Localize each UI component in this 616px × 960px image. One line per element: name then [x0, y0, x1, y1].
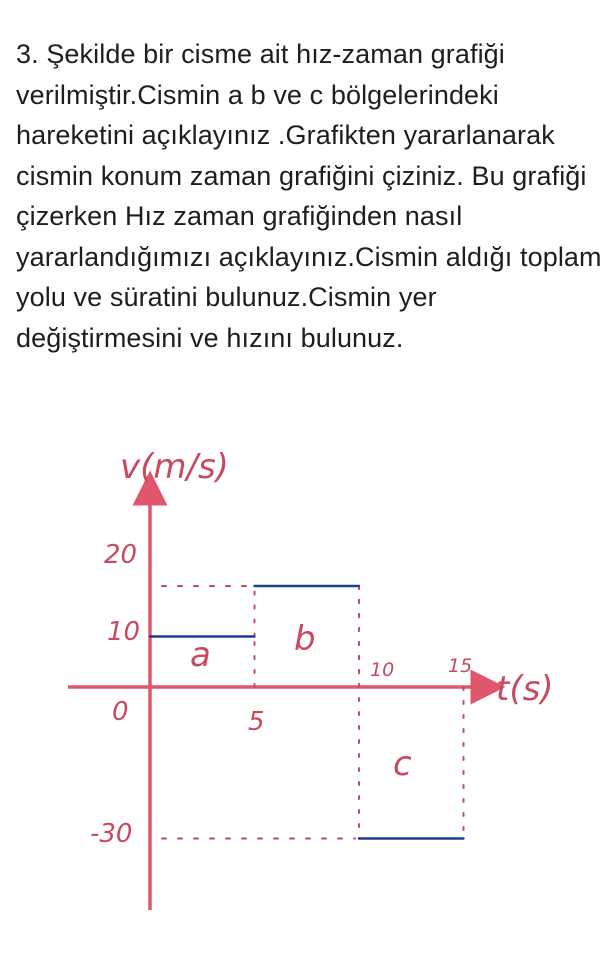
region-label-a: a	[190, 635, 211, 675]
y-tick-0: 0	[112, 697, 129, 727]
x-tick-5: 5	[248, 707, 265, 737]
x-axis-title: t(s)	[496, 669, 554, 709]
region-label-c: c	[393, 744, 412, 784]
y-tick-minus-30: -30	[90, 819, 133, 849]
x-tick-15: 15	[448, 655, 473, 677]
y-axis-title: v(m/s)	[120, 447, 229, 487]
x-tick-10: 10	[370, 659, 395, 681]
region-label-b: b	[294, 619, 316, 659]
y-tick-20: 20	[104, 540, 138, 570]
y-tick-10: 10	[107, 617, 141, 647]
question-text: 3. Şekilde bir cisme ait hız-zaman grafiği verilmiştir.Cismin a b ve c bölgelerindeki hareketini açıklayınız .Grafikten yararlanarak cismin konum zaman grafiğini çiziniz. Bu grafiği çizerken Hız zaman grafiğinden nasıl yararlandığımızı açıklayınız.Cismin aldığı toplam yolu ve süratini bulunuz.Cismin yer değiştirmesini ve hızını bulunuz.	[16, 39, 602, 353]
